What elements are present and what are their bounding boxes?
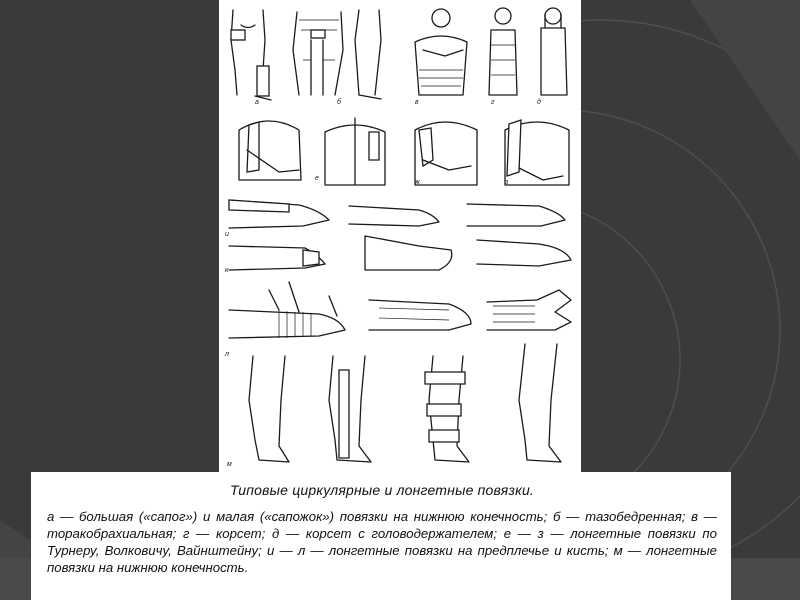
caption-title: Типовые циркулярные и лонгетные повязки. xyxy=(229,482,535,498)
label-z: з xyxy=(505,179,509,186)
figure-k-hand xyxy=(225,236,571,274)
figure-b-hip xyxy=(293,12,343,106)
figure-d-corset-head xyxy=(537,8,567,106)
figure-v-torso xyxy=(415,9,467,106)
label-i: и xyxy=(225,231,229,238)
label-e: е xyxy=(315,175,319,182)
caption-panel xyxy=(31,472,731,600)
label-v: в xyxy=(415,99,419,106)
figure-e-turner xyxy=(239,121,301,180)
bandage-illustration-panel xyxy=(219,0,581,472)
figure-g-corset xyxy=(489,8,517,106)
label-m: м xyxy=(227,461,232,468)
bandage-illustration xyxy=(219,0,581,472)
label-zh: ж xyxy=(415,179,420,186)
figure-b-leg xyxy=(355,10,381,99)
label-d: д xyxy=(537,99,541,106)
label-g: г xyxy=(491,99,495,106)
figure-a-legs xyxy=(231,10,271,106)
figure-m-legs xyxy=(227,344,561,468)
figure-i-forearm xyxy=(225,200,565,238)
figure-l-application xyxy=(224,282,571,358)
label-b: б xyxy=(337,99,341,106)
label-a: а xyxy=(255,99,259,106)
label-k: к xyxy=(225,267,229,274)
figure-z-vainshtein xyxy=(504,120,569,186)
figure-zh-volkovich xyxy=(414,122,477,186)
caption-body: а — большая («сапог») и малая («сапожок») повязки на нижнюю конечность; б — тазобедренная; в — торакобрахиальная; г — корсет; д — корсет с головодержателем; е — з — лонгетные повязки по Турнеру, Волковичу, Вайнштейну; и — л — лонгетные повязки на предплечье и кисть; м — лонгетные повязки на нижнюю конечность. xyxy=(47,509,717,575)
figure-e-back xyxy=(315,118,385,185)
label-l: л xyxy=(225,351,229,358)
